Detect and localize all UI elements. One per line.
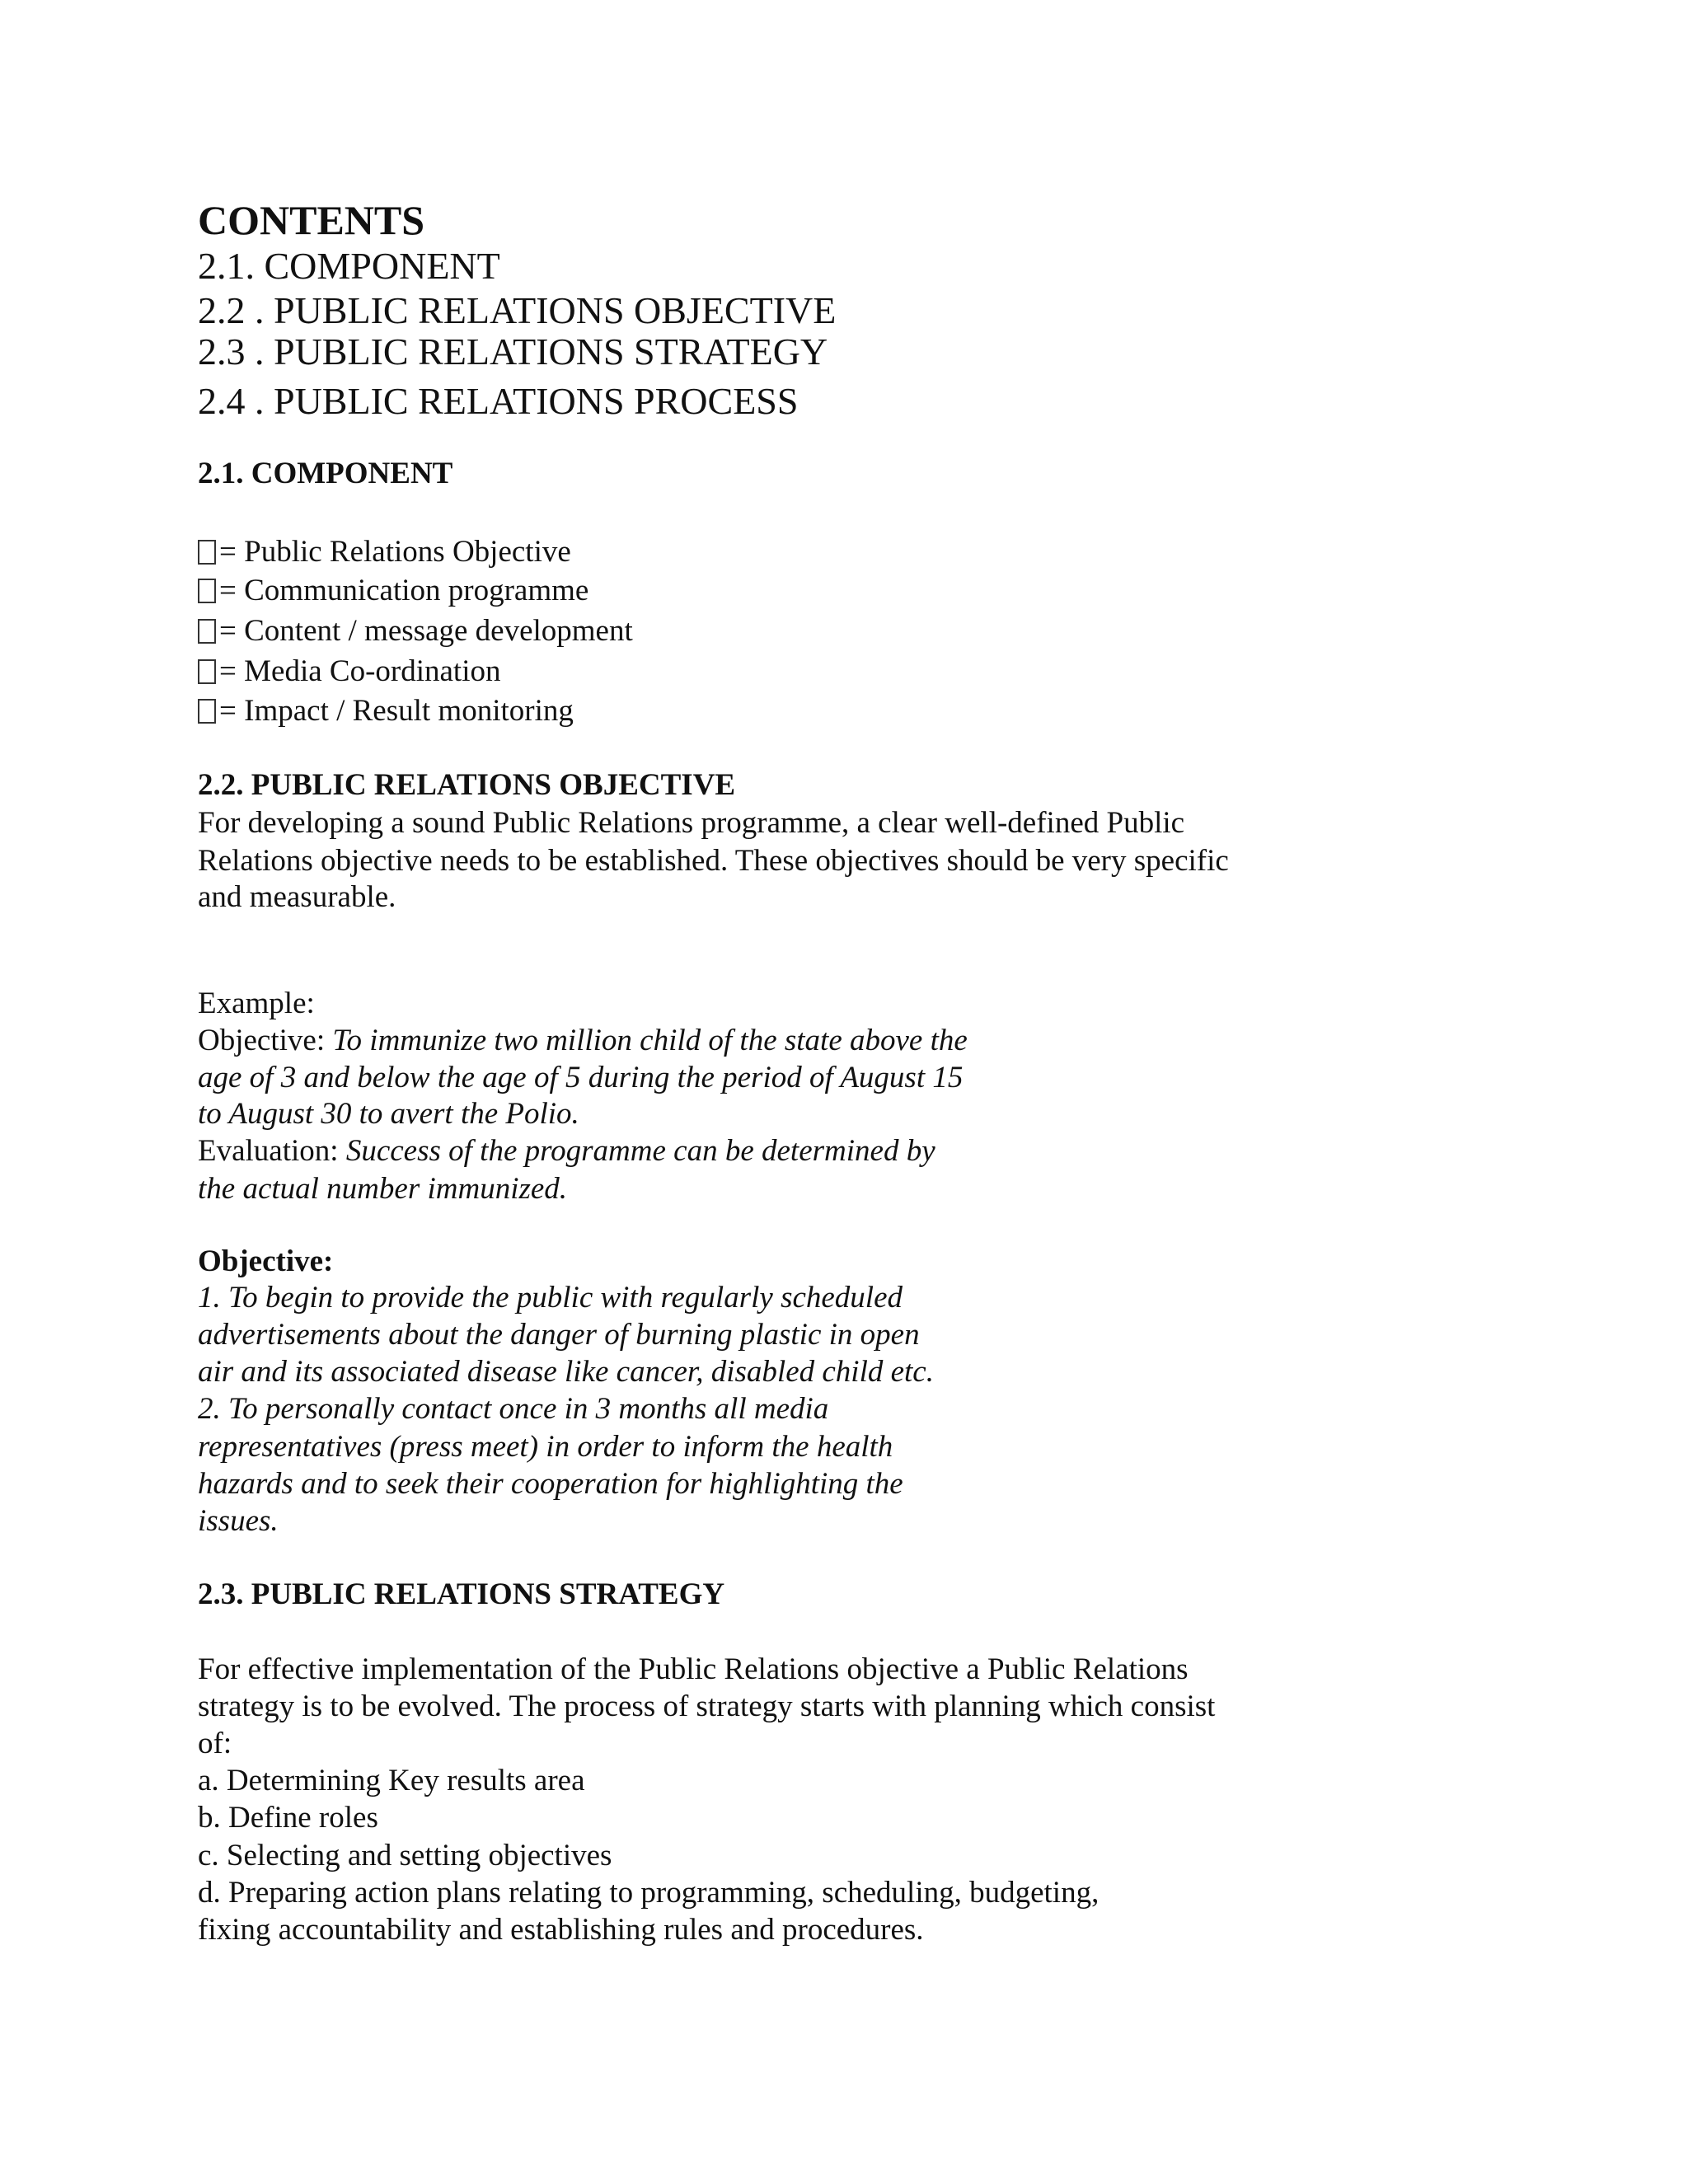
empty-box-icon [198,579,216,603]
strategy-list-item: fixing accountability and establishing rules and procedures. [198,1913,924,1947]
strategy-list-item: d. Preparing action plans relating to programming, scheduling, budgeting, [198,1876,1100,1910]
section-heading-objective: 2.2. PUBLIC RELATIONS OBJECTIVE [198,768,736,802]
objectives-line: issues. [198,1504,279,1538]
strategy-paragraph-line: of: [198,1727,232,1760]
objectives-line: advertisements about the danger of burning plastic in open [198,1318,920,1352]
example-objective-line: to August 30 to avert the Polio. [198,1097,579,1131]
objective-paragraph-line: For developing a sound Public Relations programme, a clear well-defined Public [198,806,1185,840]
toc-item-objective: 2.2 . PUBLIC RELATIONS OBJECTIVE [198,289,837,331]
objectives-line: air and its associated disease like cancer, disabled child etc. [198,1355,934,1389]
strategy-paragraph-line: For effective implementation of the Public Relations objective a Public Relations [198,1652,1189,1686]
strategy-list-item: a. Determining Key results area [198,1764,585,1797]
objective-paragraph-line: and measurable. [198,880,396,914]
objective-paragraph-line: Relations objective needs to be established. These objectives should be very specific [198,844,1229,878]
component-list-item: = Communication programme [198,572,588,609]
evaluation-line: Evaluation: Success of the programme can be determined by [198,1134,935,1168]
example-objective-line: age of 3 and below the age of 5 during the period of August 15 [198,1061,964,1094]
evaluation-line: the actual number immunized. [198,1172,568,1206]
toc-item-process: 2.4 . PUBLIC RELATIONS PROCESS [198,380,799,422]
objectives-line: representatives (press meet) in order to inform the health [198,1430,893,1464]
objectives-line: hazards and to seek their cooperation for highlighting the [198,1467,903,1501]
contents-title: CONTENTS [198,197,425,243]
toc-item-strategy: 2.3 . PUBLIC RELATIONS STRATEGY [198,330,828,373]
objectives-line: 1. To begin to provide the public with regularly scheduled [198,1281,903,1315]
example-objective-line: Objective: To immunize two million child of the state above the [198,1024,968,1057]
empty-box-icon [198,659,216,684]
section-heading-component: 2.1. COMPONENT [198,457,453,490]
strategy-list-item: b. Define roles [198,1801,378,1835]
example-label: Example: [198,987,315,1020]
toc-item-component: 2.1. COMPONENT [198,245,500,287]
objectives-line: 2. To personally contact once in 3 months all media [198,1392,829,1426]
strategy-paragraph-line: strategy is to be evolved. The process of strategy starts with planning which consist [198,1690,1216,1723]
component-list-item: = Impact / Result monitoring [198,692,574,729]
objectives-heading: Objective: [198,1244,334,1278]
component-list-item: = Public Relations Objective [198,533,571,570]
empty-box-icon [198,619,216,644]
component-list-item: = Content / message development [198,612,633,649]
component-list-item: = Media Co-ordination [198,653,500,690]
strategy-list-item: c. Selecting and setting objectives [198,1839,612,1872]
empty-box-icon [198,699,216,724]
empty-box-icon [198,540,216,565]
section-heading-strategy: 2.3. PUBLIC RELATIONS STRATEGY [198,1577,725,1611]
